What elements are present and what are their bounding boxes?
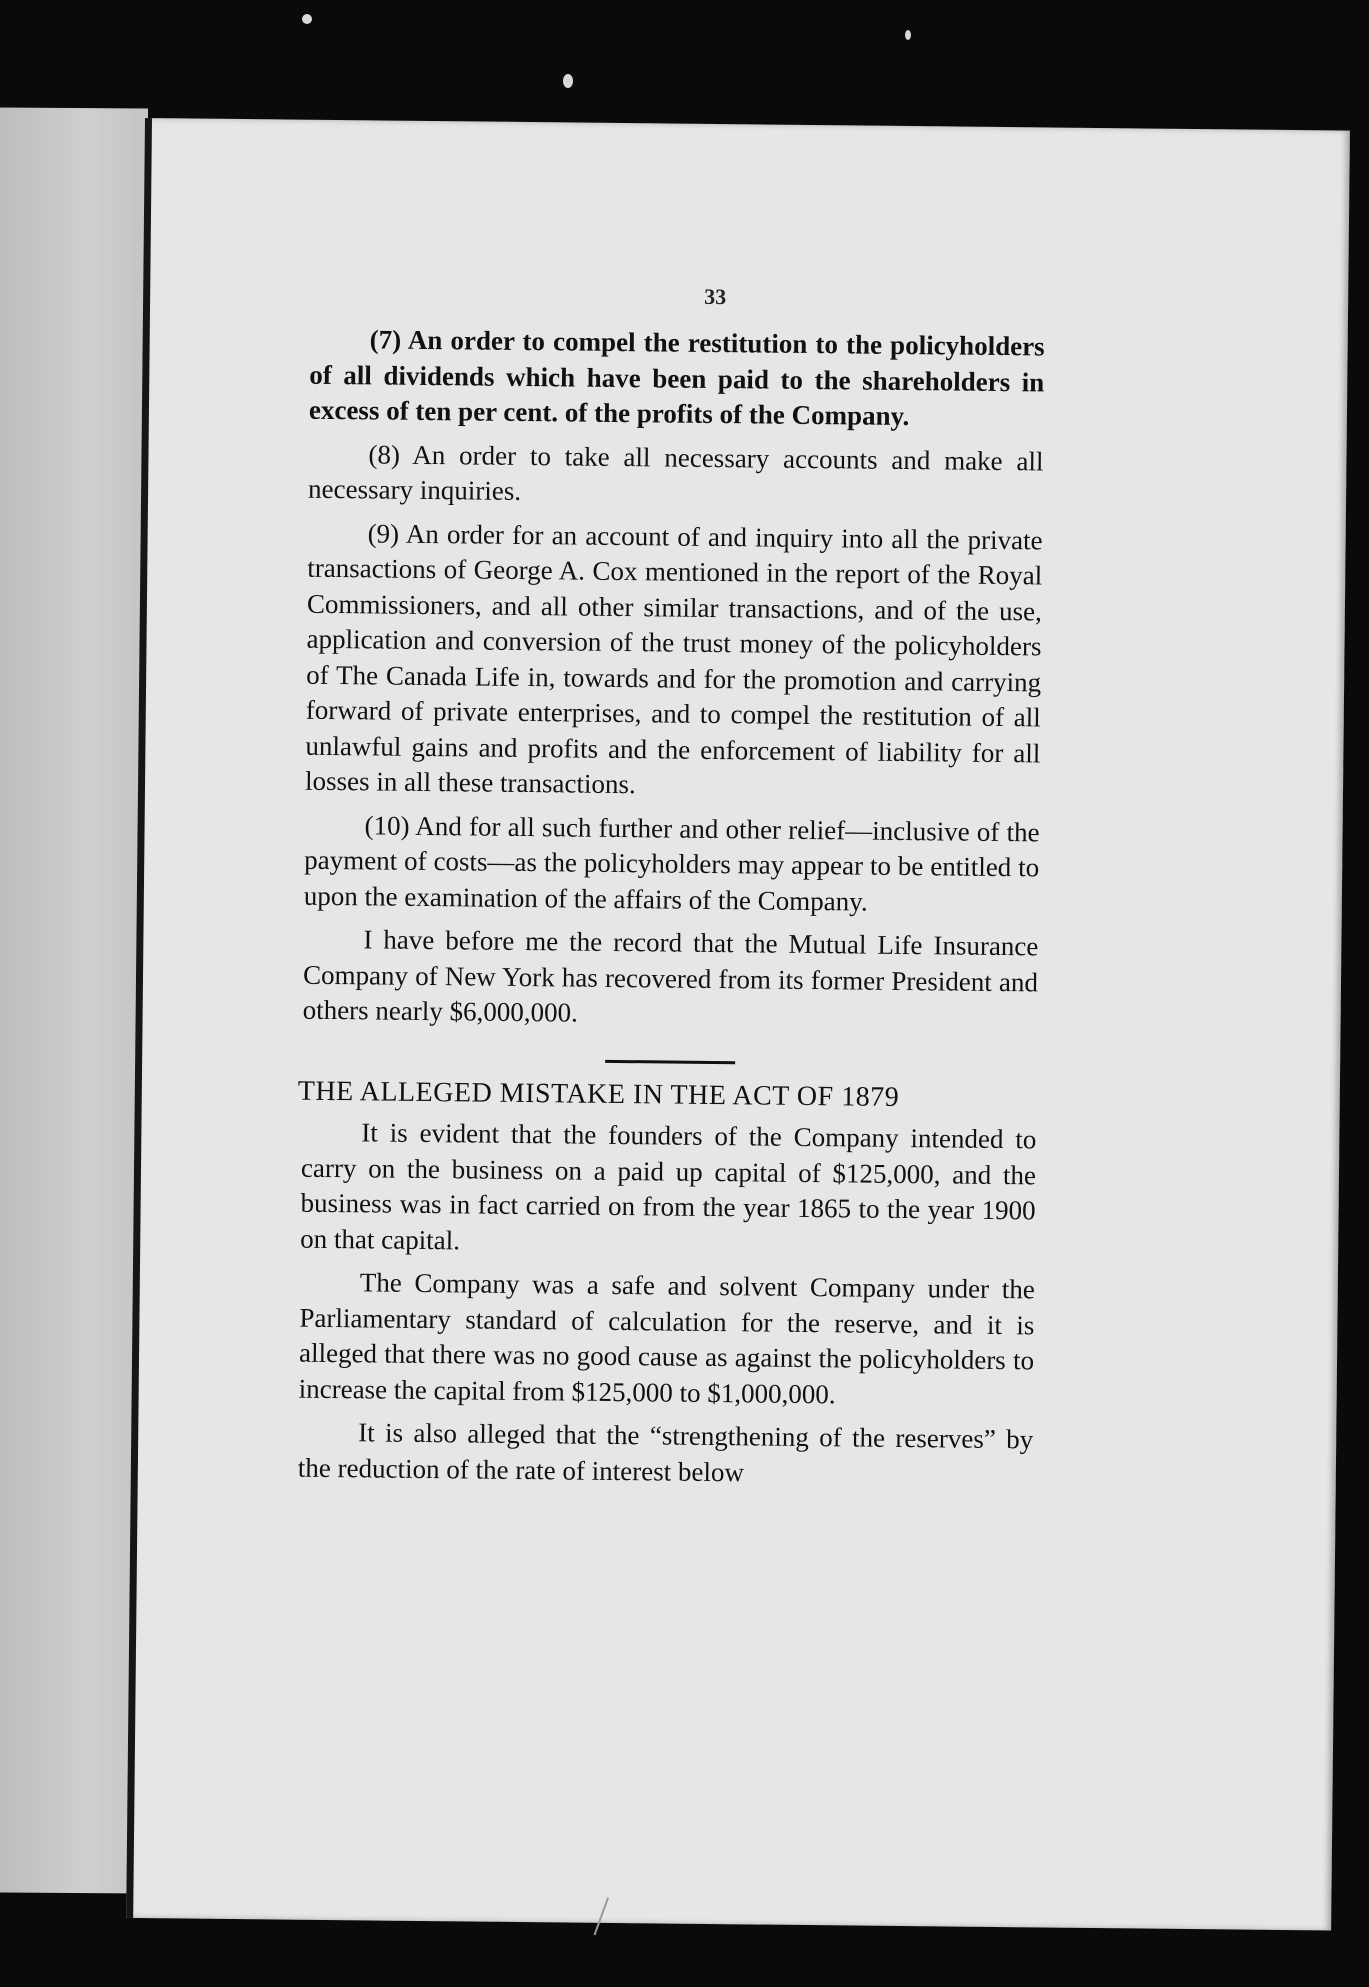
paragraph-record: I have before me the record that the Mutual Life Insurance Company of New York has recovered from its former President and others nearly $6,000,000.	[302, 924, 1039, 1028]
section-paragraph: It is also alleged that the “strengthening of the reserves” by the reduction of the rate of interest below	[297, 1417, 1034, 1487]
scan-speck	[905, 30, 911, 40]
adjacent-page-edge	[0, 107, 148, 1893]
paragraph-item-7: (7) An order to compel the restitution to the policyholders of all dividends which have been paid to the shareholders in excess of ten per cent. of the profits of the Company.	[308, 324, 1045, 432]
section-paragraph: It is evident that the founders of the Company intended to carry on the business on a paid up capital of $125,000, and the business was in fact carried on from the year 1865 to the year 1900 on that capital.	[300, 1117, 1037, 1255]
section-paragraph: The Company was a safe and solvent Company under the Parliamentary standard of calculation for the reserve, and it is alleged that there was no good cause as against the policyholders to increase the capital from $125,000 to $1,000,000.	[298, 1267, 1035, 1409]
section-heading: THE ALLEGED MISTAKE IN THE ACT OF 1879	[297, 1075, 900, 1113]
paragraph-item-9: (9) An order for an account of and inquiry into all the private transactions of George A. Cox mentioned in the report of the Royal Commissioners, and all other similar transactions, and of the use, application and conversion of the trust money of the policyholders of The Canada Life in, towards and for the promotion and carrying forward of private enterprises, and to compel the restitution of all unlawful gains and profits and the enforcement of liability for all losses in all these transactions.	[304, 517, 1043, 800]
document-page	[126, 118, 1350, 1931]
page-body	[298, 322, 1045, 1502]
scan-speck	[563, 74, 573, 88]
paragraph-item-10: (10) And for all such further and other relief—inclusive of the payment of costs—as the policyholders may appear to be entitled to upon the examination of the affairs of the Company.	[303, 809, 1040, 917]
page-number: 33	[704, 283, 727, 310]
section-divider	[605, 1059, 735, 1063]
scan-speck	[302, 14, 312, 24]
paragraph-item-8: (8) An order to take all necessary accounts and make all necessary inquiries.	[307, 438, 1044, 506]
